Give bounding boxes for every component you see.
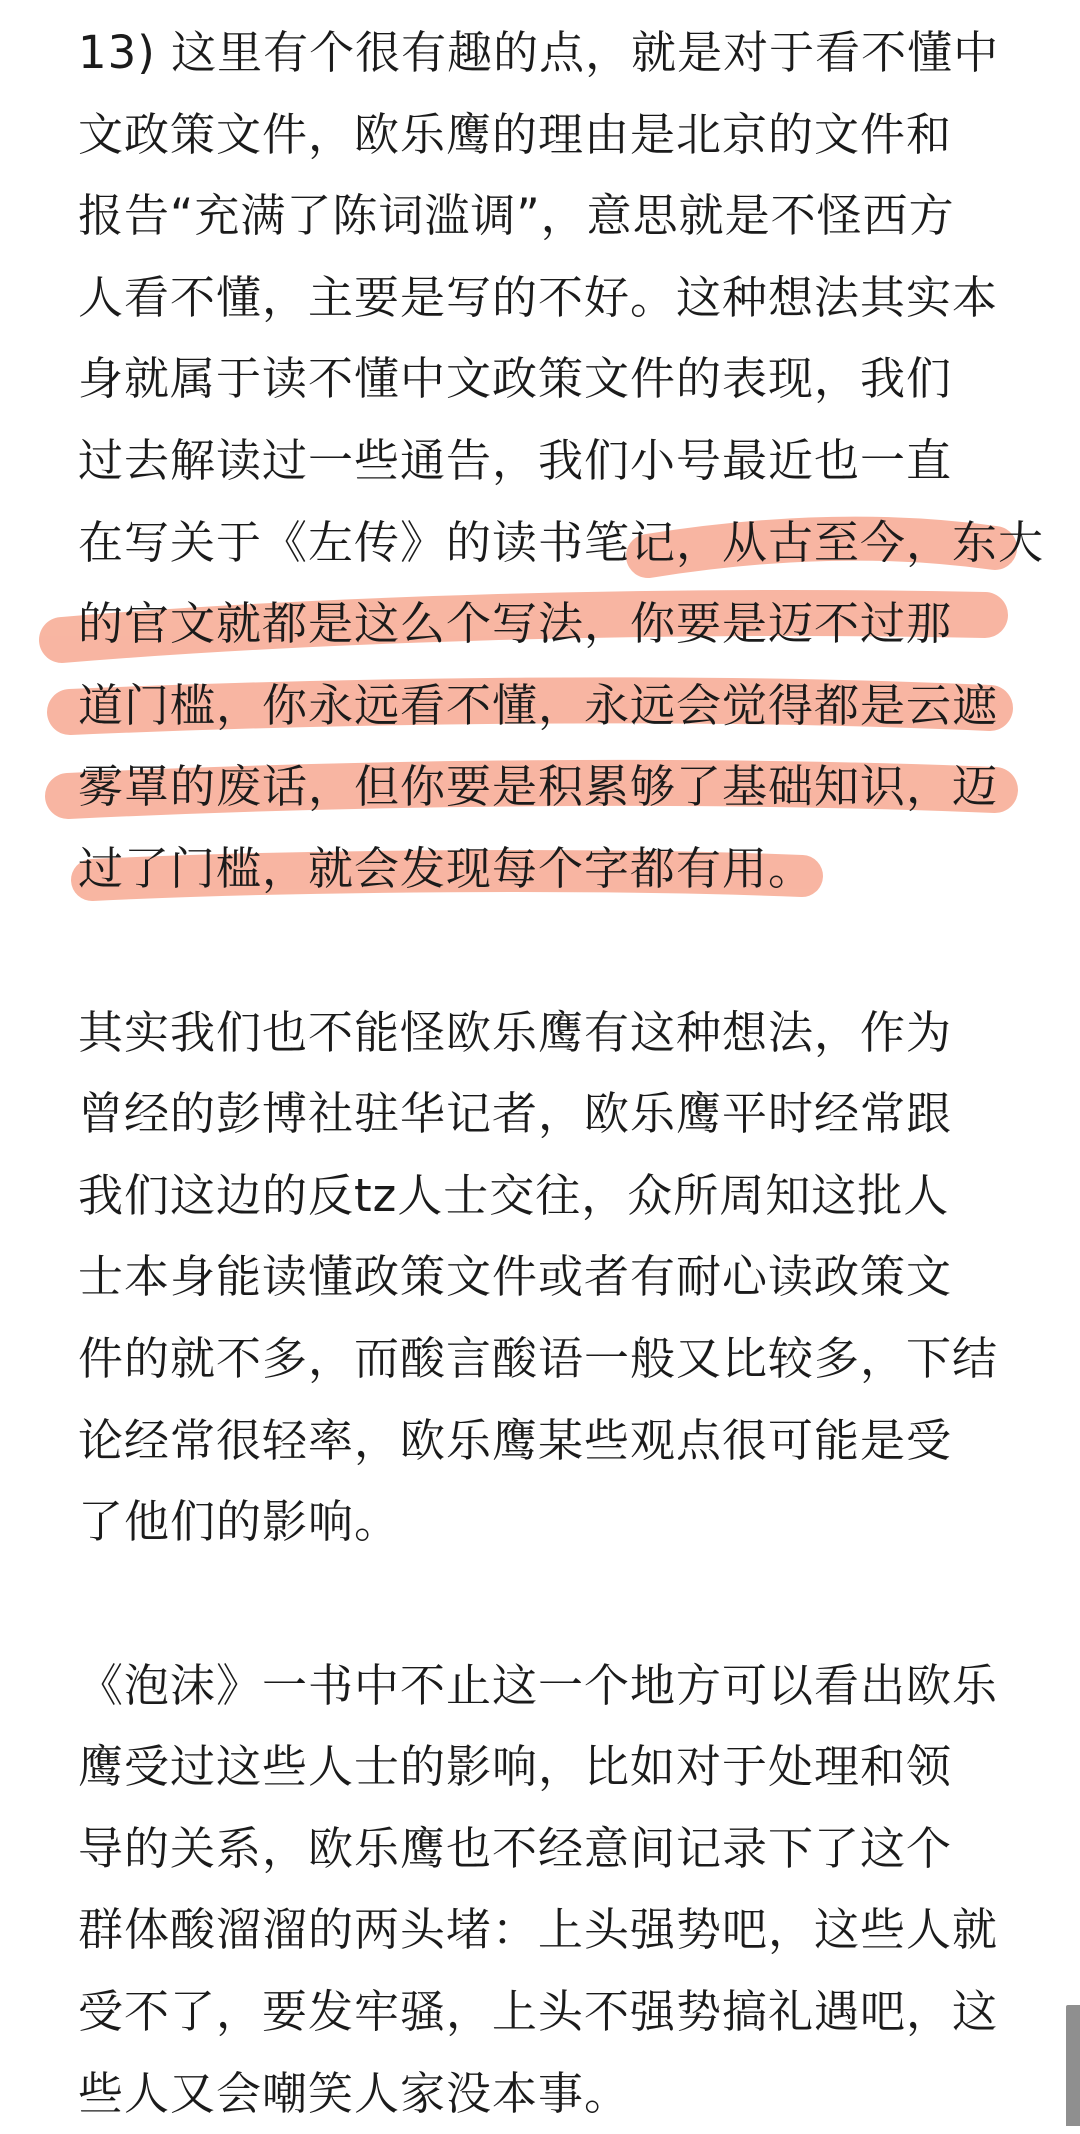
paragraph-3 <box>78 1645 1002 2134</box>
paragraph-line: 件的就不多，而酸言酸语一般又比较多，下结 <box>78 1331 999 1385</box>
paragraph-2 <box>78 992 1002 1563</box>
highlighted-line: 雾罩的废话，但你要是积累够了基础知识，迈 <box>78 760 999 814</box>
highlighted-line: 道门槛，你永远看不懂，永远会觉得都是云遮 <box>78 678 999 732</box>
paragraph-line: 其实我们也不能怪欧乐鹰有这种想法，作为 <box>78 1005 953 1059</box>
paragraph-line: 报告“充满了陈词滥调”，意思就是不怪西方 <box>78 189 955 243</box>
paragraph-line: 了他们的影响。 <box>78 1495 401 1549</box>
paragraph-line: 《泡沫》一书中不止这一个地方可以看出欧乐 <box>78 1658 999 1712</box>
paragraph-line: 士本身能读懂政策文件或者有耐心读政策文 <box>78 1250 953 1304</box>
paragraph-line: 过去解读过一些通告，我们小号最近也一直 <box>78 433 953 487</box>
paragraph-line: 鹰受过这些人士的影响，比如对于处理和领 <box>78 1740 953 1794</box>
paragraph-line: 群体酸溜溜的两头堵：上头强势吧，这些人就 <box>78 1903 999 1957</box>
paragraph-spacer <box>78 1563 1002 1645</box>
paragraph-spacer <box>78 910 1002 992</box>
paragraph-line: 在写关于《左传》的读书笔记，从古至今，东大 <box>78 515 1045 569</box>
paragraph-line: 我们这边的反tz人士交往，众所周知这批人 <box>78 1168 950 1222</box>
paragraph-1 <box>78 12 1045 910</box>
paragraph-line: 曾经的彭博社驻华记者，欧乐鹰平时经常跟 <box>78 1087 953 1141</box>
paragraph-line: 13) 这里有个很有趣的点，就是对于看不懂中 <box>78 26 1000 79</box>
highlighted-line: 过了门槛，就会发现每个字都有用。 <box>78 841 815 895</box>
paragraph-line: 受不了，要发牢骚，上头不强势搞礼遇吧，这 <box>78 1985 999 2039</box>
paragraph-line: 论经常很轻率，欧乐鹰某些观点很可能是受 <box>78 1413 953 1467</box>
paragraph-line: 人看不懂，主要是写的不好。这种想法其实本 <box>78 270 999 324</box>
highlighted-line: 的官文就都是这么个写法，你要是迈不过那 <box>78 597 953 651</box>
paragraph-line: 文政策文件，欧乐鹰的理由是北京的文件和 <box>78 107 953 161</box>
scrollbar-thumb[interactable] <box>1066 2005 1080 2126</box>
article-body <box>78 12 1045 2134</box>
paragraph-line: 些人又会嘲笑人家没本事。 <box>78 2066 631 2120</box>
paragraph-line: 导的关系，欧乐鹰也不经意间记录下了这个 <box>78 1821 953 1875</box>
paragraph-line: 身就属于读不懂中文政策文件的表现，我们 <box>78 352 953 406</box>
